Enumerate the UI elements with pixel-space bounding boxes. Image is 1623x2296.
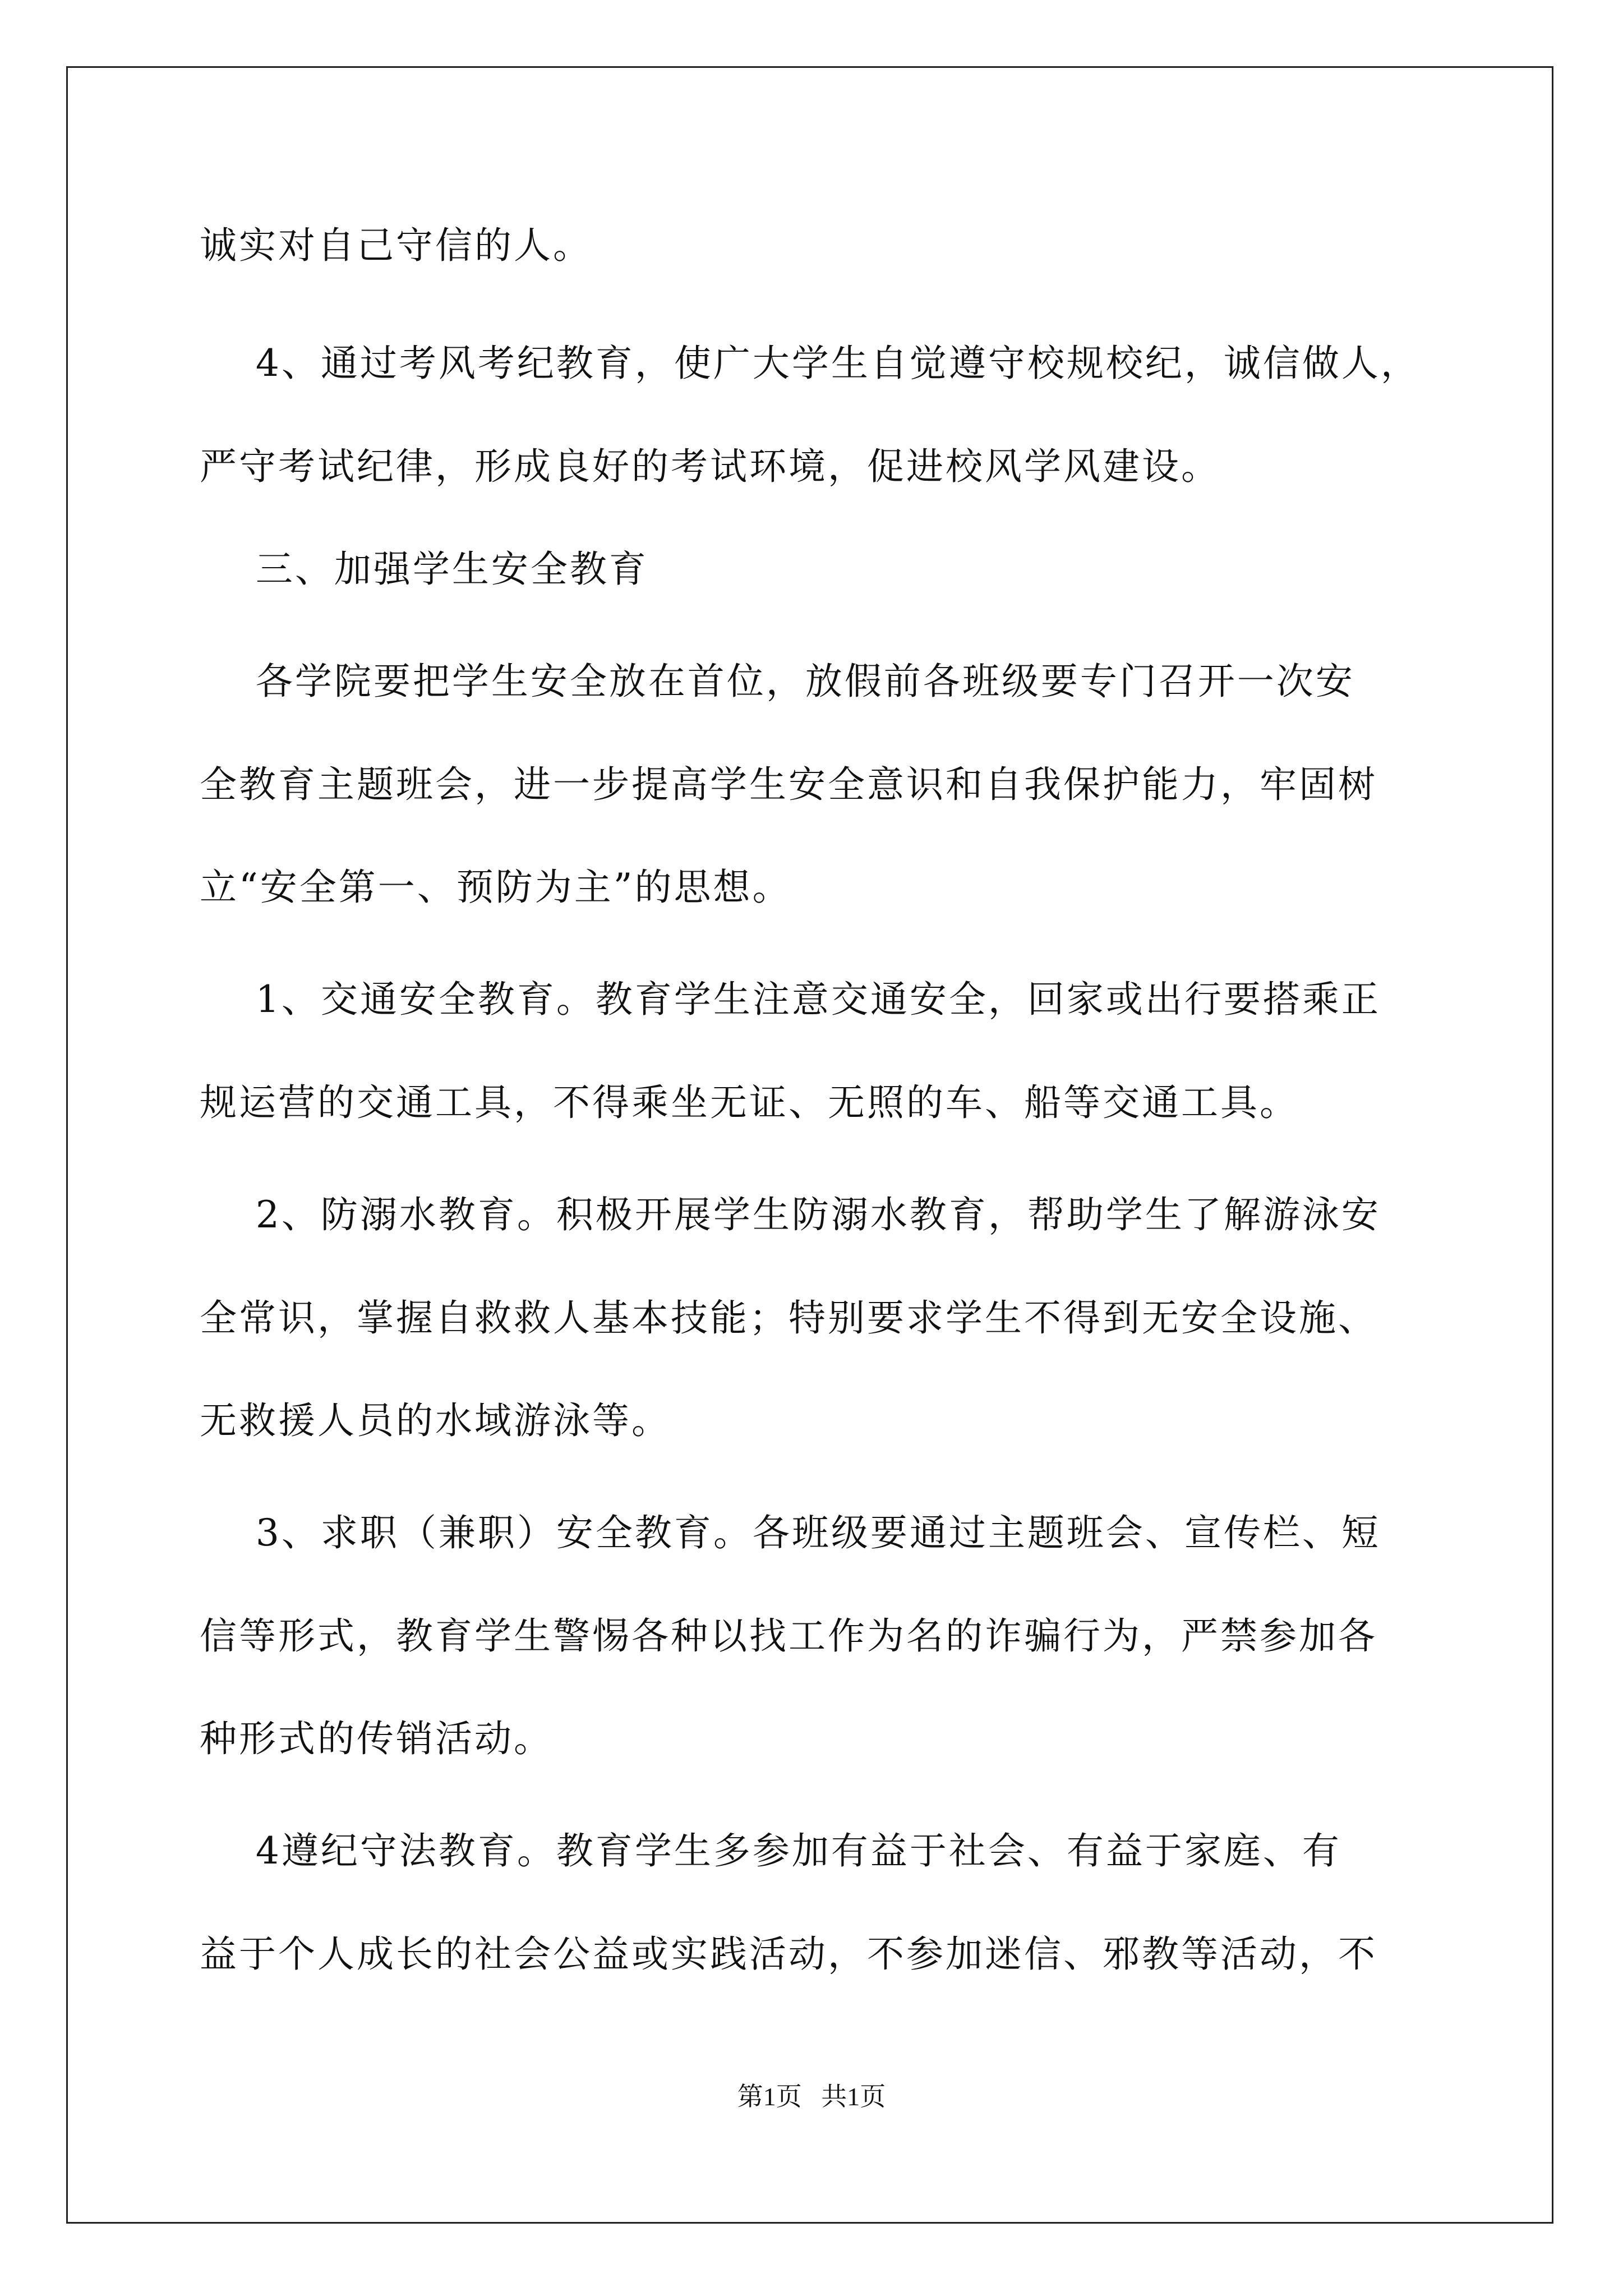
body-line-14: 信等形式，教育学生警惕各种以找工作为名的诈骗行为，严禁参加各 — [200, 1614, 1377, 1658]
page-footer: 第1页 共1页 — [737, 2082, 886, 2111]
body-line-3: 严守考试纪律，形成良好的考试环境，促进校风学风建设。 — [200, 445, 1220, 488]
body-line-2: 4、通过考风考纪教育，使广大学生自觉遵守校规校纪，诚信做人， — [200, 342, 1420, 385]
body-line-16: 4遵纪守法教育。教育学生多参加有益于社会、有益于家庭、有 — [200, 1829, 1341, 1872]
body-line-12: 无救援人员的水域游泳等。 — [200, 1399, 671, 1442]
body-line-9: 规运营的交通工具，不得乘坐无证、无照的车、船等交通工具。 — [200, 1081, 1299, 1124]
body-line-13: 3、求职（兼职）安全教育。各班级要通过主题班会、宣传栏、短 — [200, 1511, 1381, 1554]
body-line-11: 全常识，掌握自救救人基本技能；特别要求学生不得到无安全设施、 — [200, 1296, 1377, 1340]
body-line-4: 三、加强学生安全教育 — [200, 547, 648, 591]
body-line-17: 益于个人成长的社会公益或实践活动，不参加迷信、邪教等活动，不 — [200, 1932, 1377, 1976]
body-line-1: 诚实对自己守信的人。 — [200, 224, 592, 267]
body-line-5: 各学院要把学生安全放在首位，放假前各班级要专门召开一次安 — [200, 660, 1355, 703]
body-line-8: 1、交通安全教育。教育学生注意交通安全，回家或出行要搭乘正 — [200, 978, 1381, 1021]
body-line-15: 种形式的传销活动。 — [200, 1717, 553, 1760]
body-line-7: 立“安全第一、预防为主”的思想。 — [200, 866, 792, 909]
body-line-10: 2、防溺水教育。积极开展学生防溺水教育，帮助学生了解游泳安 — [200, 1193, 1381, 1236]
body-line-6: 全教育主题班会，进一步提高学生安全意识和自我保护能力，牢固树 — [200, 763, 1377, 806]
page-border — [66, 66, 1553, 2224]
